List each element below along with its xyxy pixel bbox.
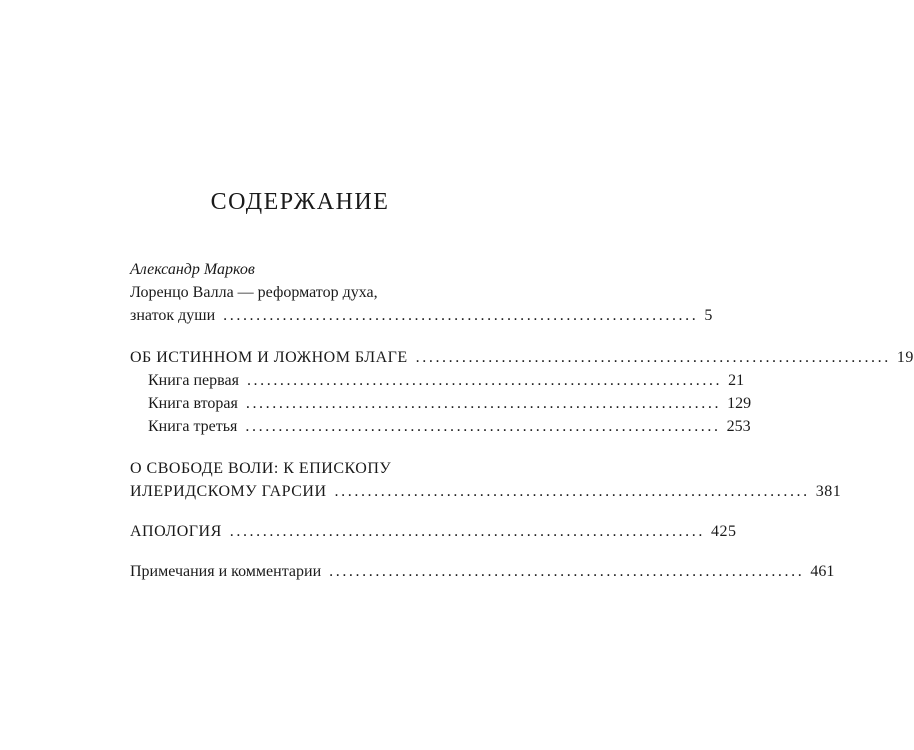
page-number: 5: [704, 307, 713, 324]
book-title: Книга вторая: [148, 395, 238, 412]
dot-leader: ........................................................................: [329, 563, 805, 580]
preface-author: Александр Марков: [130, 261, 255, 278]
page-number: 19: [896, 349, 914, 366]
preface-title-line2: знаток души: [130, 307, 216, 324]
book-title: Книга третья: [148, 418, 238, 435]
toc-entry-apology[interactable]: [130, 520, 737, 543]
dot-leader: ........................................................................: [229, 523, 705, 540]
section-title: Примечания и комментарии: [130, 563, 322, 580]
dot-leader: ........................................................................: [246, 372, 723, 389]
table-of-contents: [130, 258, 914, 583]
section-title: ИЛЕРИДСКОМУ ГАРСИИ: [130, 483, 327, 500]
dot-leader: ........................................................................: [334, 483, 810, 500]
section-title: ОБ ИСТИННОМ И ЛОЖНОМ БЛАГЕ: [130, 349, 408, 366]
dot-leader: ........................................................................: [245, 395, 722, 412]
page-number: 21: [728, 372, 745, 389]
page-number: 129: [727, 395, 752, 412]
page-number: 425: [710, 523, 737, 540]
dot-leader: ........................................................................: [245, 418, 721, 435]
page-number: 253: [726, 418, 751, 435]
contents-heading: СОДЕРЖАНИЕ: [210, 189, 390, 215]
toc-entry-book-1[interactable]: [130, 369, 745, 392]
toc-entry-true-false-good[interactable]: [130, 346, 914, 369]
preface-title-line1: Лоренцо Валла — реформатор духа,: [130, 284, 378, 301]
book-title: Книга первая: [148, 372, 239, 389]
page-number: 381: [815, 483, 842, 500]
toc-entry-notes[interactable]: [130, 560, 835, 583]
dot-leader: ........................................................................: [415, 349, 891, 366]
free-will-title-line1: О СВОБОДЕ ВОЛИ: К ЕПИСКОПУ: [130, 460, 392, 477]
toc-entry-preface[interactable]: [130, 304, 713, 327]
toc-entry-free-will[interactable]: [130, 480, 842, 503]
toc-entry-book-3[interactable]: [130, 415, 751, 438]
section-title: АПОЛОГИЯ: [130, 523, 222, 540]
toc-entry-book-2[interactable]: [130, 392, 752, 415]
page-number: 461: [810, 563, 835, 580]
dot-leader: ........................................................................: [223, 307, 699, 324]
